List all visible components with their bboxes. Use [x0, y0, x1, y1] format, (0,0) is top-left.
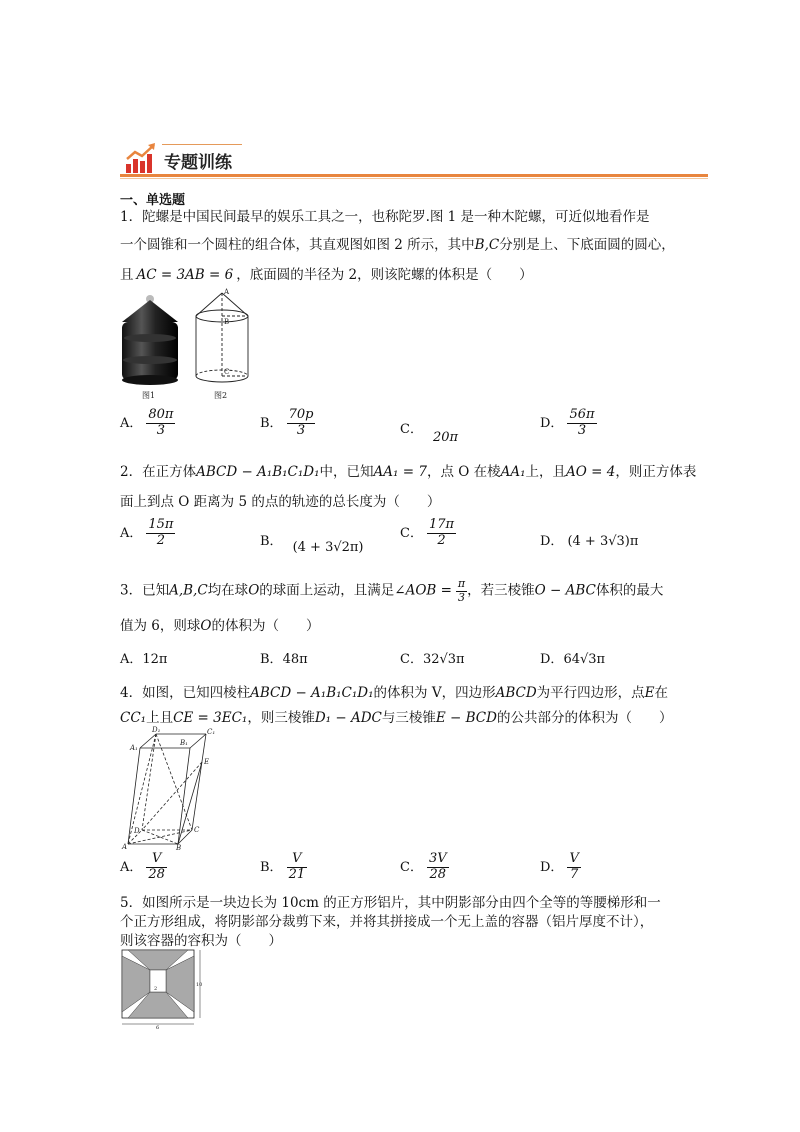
q5-line-1: 5．如图所示是一块边长为 10cm 的正方形铝片，其中阴影部分由四个全等的等腰梯形和一 — [120, 895, 661, 911]
banner-rule-light — [120, 178, 708, 179]
q1-figure — [118, 288, 258, 403]
q5-line-3: 则该容器的容积为（ ） — [120, 933, 282, 949]
q2-line-1: 2．在正方体ABCD − A₁B₁C₁D₁中，已知AA₁ = 7，点 O 在棱AA₁上，且AO = 4，则正方体表 — [120, 464, 697, 480]
caption-fig1: 图1 — [142, 391, 156, 400]
q1-option-a[interactable]: A． $\frac{80\pi}{3}$ — [120, 407, 174, 438]
q1-line-1: 1．陀螺是中国民间最早的娱乐工具之一，也称陀罗.图 1 是一种木陀螺，可近似地看作是 — [120, 209, 650, 225]
svg-text:B₁: B₁ — [180, 739, 188, 747]
q4-line-1: 4．如图，已知四棱柱ABCD − A₁B₁C₁D₁的体积为 V，四边形ABCD为平行四边形，点E在 — [120, 685, 669, 701]
svg-text:2: 2 — [154, 986, 158, 992]
banner-top-rule — [162, 144, 242, 145]
q3-line-2: 值为 6，则球O的体积为（ ） — [120, 618, 320, 634]
q4-prism-figure — [118, 726, 218, 850]
svg-text:A₁: A₁ — [130, 744, 138, 752]
q1-option-c[interactable]: C．20π — [400, 422, 459, 445]
q1-line-3: 且 AC = 3AB = 6 ，底面圆的半径为 2，则该陀螺的体积是（ ） — [120, 267, 533, 283]
q5-line-2: 个正方形组成，将阴影部分裁剪下来，并将其拼接成一个无上盖的容器（铝片厚度不计）， — [120, 914, 654, 930]
q4-option-a[interactable]: A． $\frac{V}{28}$ — [120, 851, 165, 882]
topic-banner — [120, 140, 708, 180]
q1-line-2: 一个圆锥和一个圆柱的组合体，其直观图如图 2 所示，其中B,C分别是上、下底面圆的圆心， — [120, 237, 675, 253]
q2-option-b[interactable]: B． (4 + 3√2π) — [260, 534, 364, 555]
q1-option-d[interactable]: D． $\frac{56\pi}{3}$ — [540, 407, 595, 438]
svg-text:6: 6 — [156, 1025, 160, 1030]
q3-option-d[interactable]: D．64√3π — [540, 652, 606, 667]
q1-option-b[interactable]: B． $\frac{70p}{3}$ — [260, 407, 314, 438]
banner-rule — [120, 174, 708, 177]
svg-text:B: B — [224, 318, 230, 326]
q3-option-c[interactable]: C．32√3π — [400, 652, 465, 667]
q4-option-d[interactable]: D． $\frac{V}{7}$ — [540, 851, 579, 882]
svg-text:D: D — [134, 827, 140, 835]
svg-text:A: A — [122, 843, 128, 850]
caption-fig2: 图2 — [214, 391, 228, 400]
q3-line-1: 3．已知A,B,C均在球O的球面上运动，且满足∠AOB = $\frac{\pi}{3}$ ，若三棱锥O − ABC体积的最大 — [120, 577, 664, 604]
svg-text:E: E — [204, 758, 210, 766]
svg-text:B: B — [176, 844, 182, 850]
svg-text:A: A — [224, 288, 230, 296]
svg-text:C₁: C₁ — [207, 728, 216, 736]
q3-option-b[interactable]: B．48π — [260, 652, 308, 667]
banner-title: 专题训练 — [164, 153, 232, 173]
q2-option-c[interactable]: C． $\frac{17\pi}{2}$ — [400, 517, 455, 548]
spinning-top-diagram — [196, 288, 248, 382]
spinning-top-photo — [122, 295, 178, 385]
q2-option-d[interactable]: D． (4 + 3√3)π — [540, 534, 639, 549]
q4-option-b[interactable]: B． $\frac{V}{21}$ — [260, 851, 306, 882]
svg-text:D₁: D₁ — [152, 726, 161, 734]
q2-option-a[interactable]: A． $\frac{15\pi}{2}$ — [120, 517, 174, 548]
q4-option-c[interactable]: C． $\frac{3V}{28}$ — [400, 851, 447, 882]
q4-line-2: CC₁上且CE = 3EC₁，则三棱锥D₁ − ADC与三棱锥E − BCD的公共部分的体积为（ ） — [120, 710, 673, 726]
svg-text:C: C — [224, 368, 230, 376]
section-title: 一、单选题 — [120, 193, 186, 208]
q2-line-2: 面上到点 O 距离为 5 的点的轨迹的总长度为（ ） — [120, 494, 441, 510]
svg-text:C: C — [194, 826, 200, 834]
q5-square-figure — [118, 948, 208, 1030]
svg-text:10: 10 — [196, 982, 203, 988]
chart-trend-icon — [124, 142, 158, 174]
q3-option-a[interactable]: A．12π — [120, 652, 168, 667]
